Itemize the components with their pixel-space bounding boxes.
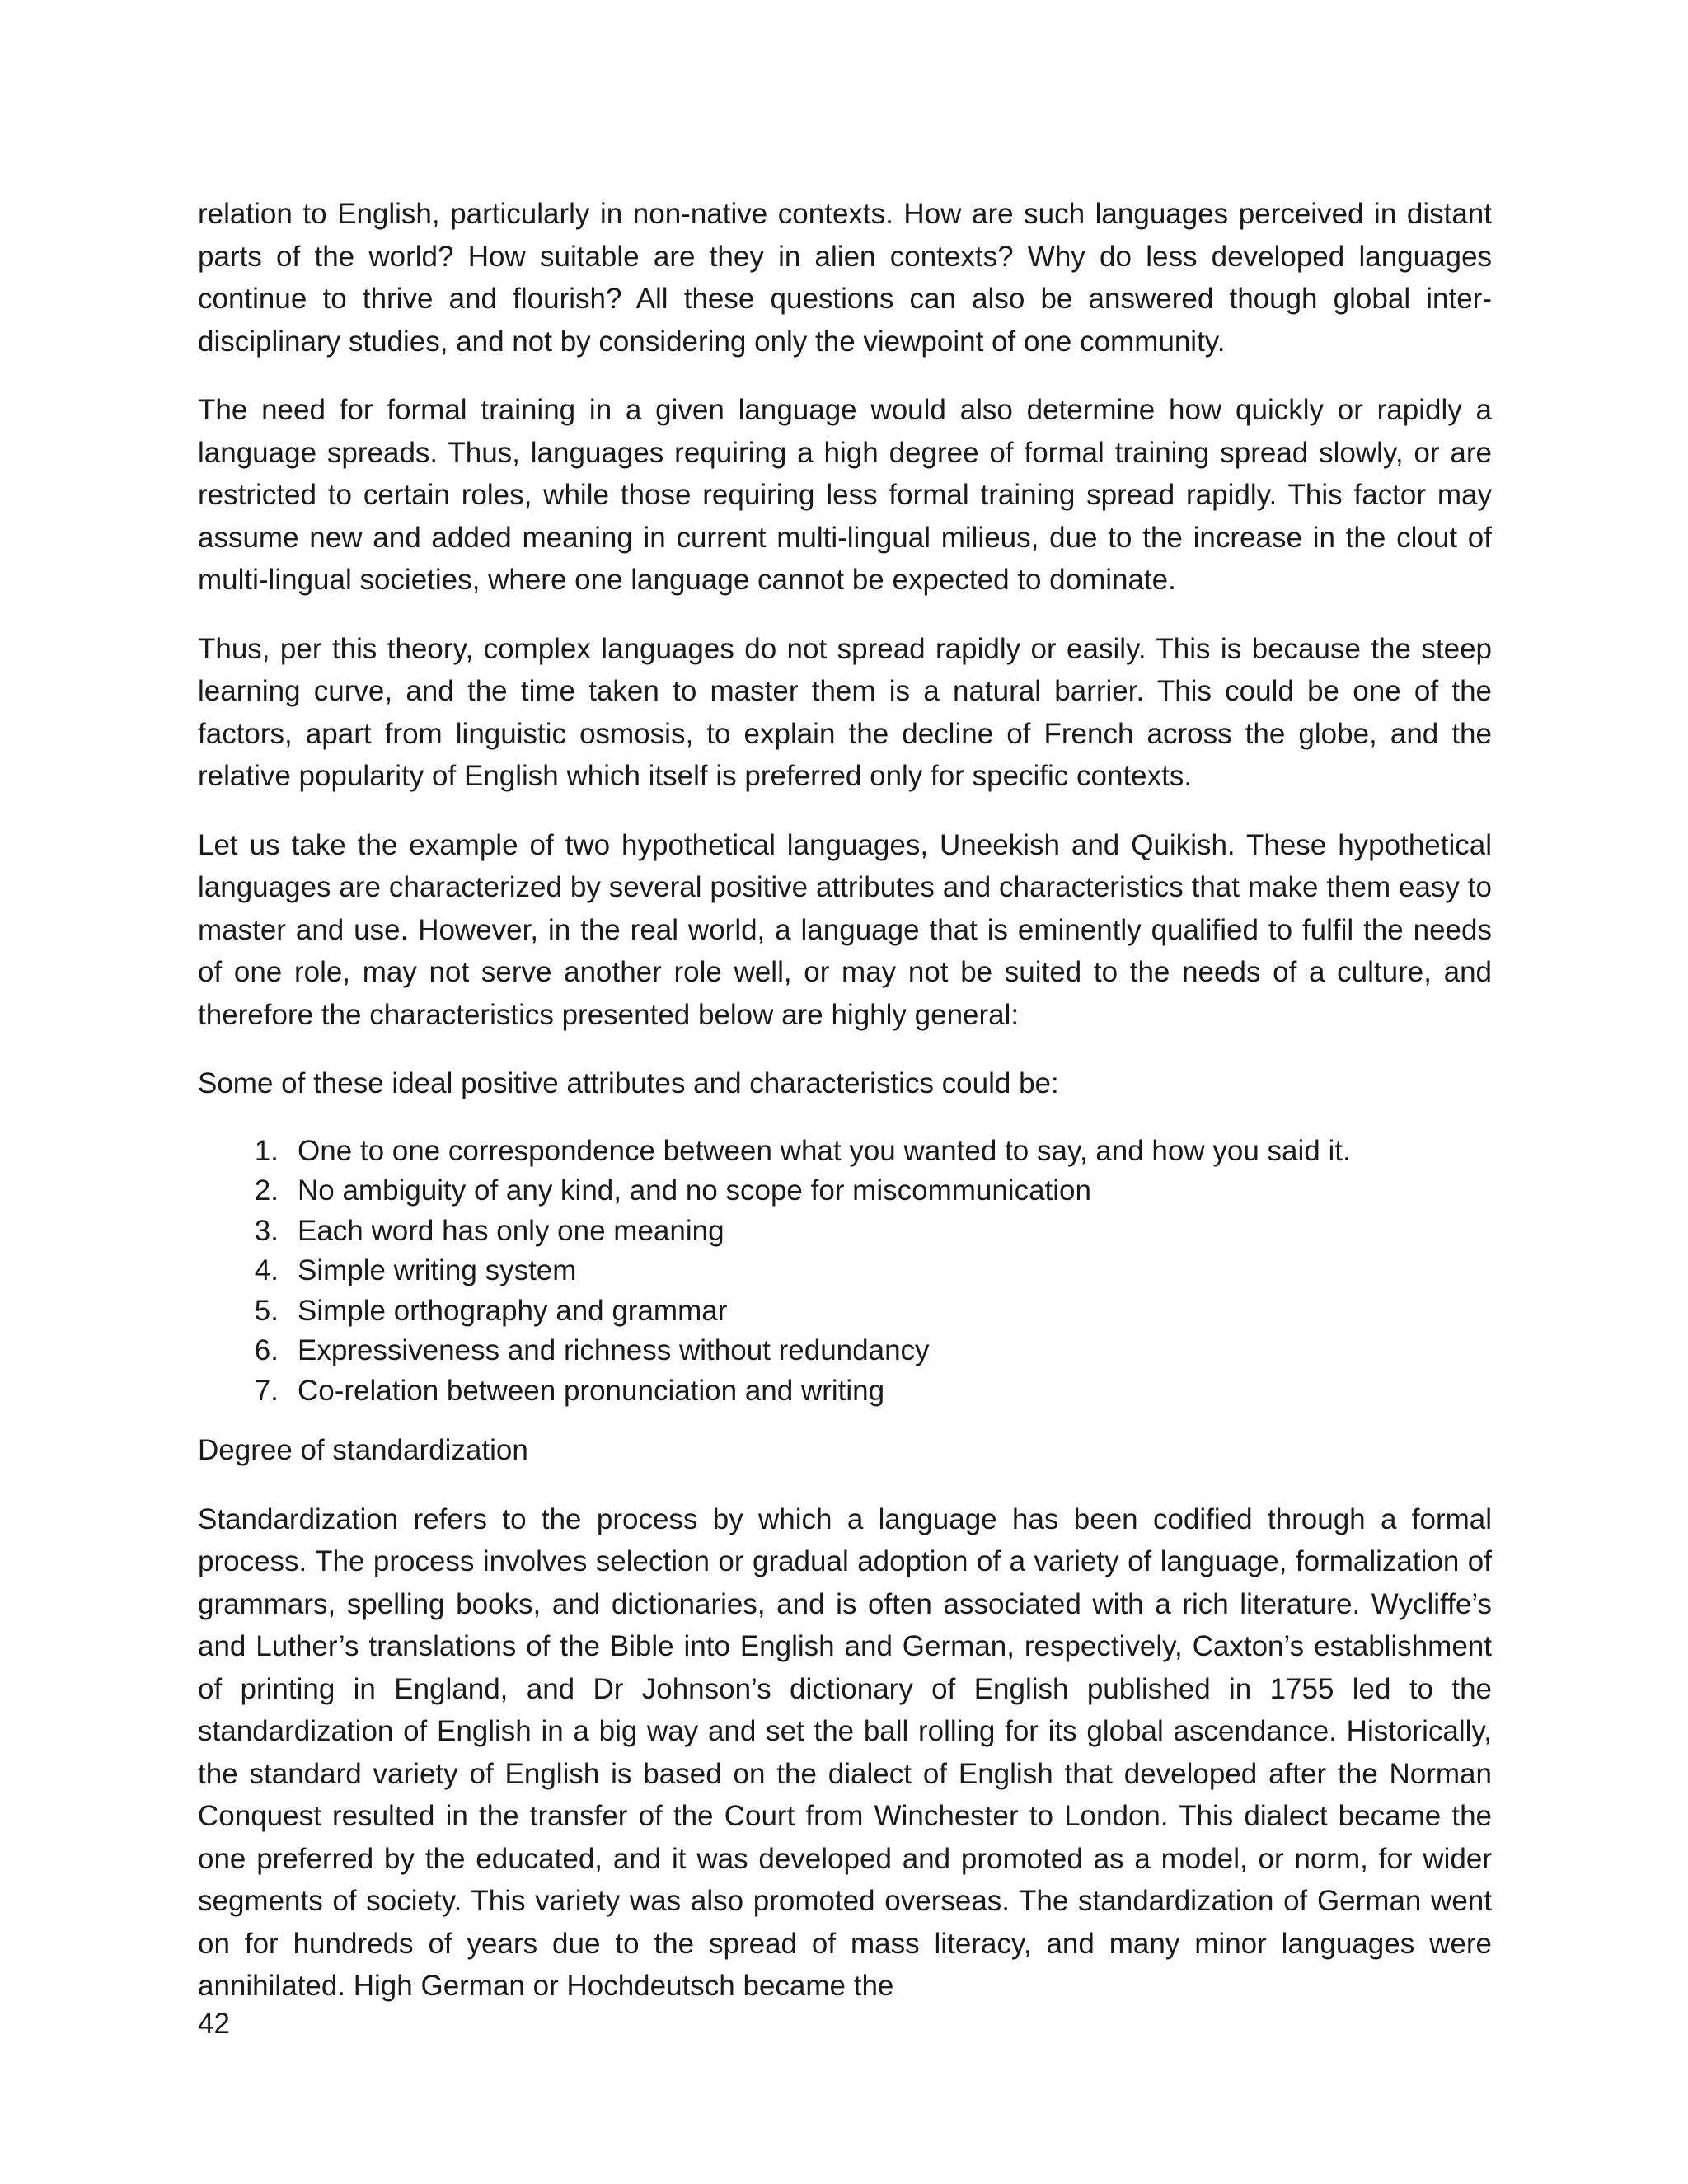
list-item-text: Each word has only one meaning xyxy=(298,1214,724,1247)
paragraph-2: The need for formal training in a given language would also determine how quickly or rapidly a language spreads. Thus, languages requiring a high degree of formal training spread slowly, or are restricted to certain roles, while those requiring less formal training spread rapidly. This factor may assume new and added meaning in current multi-lingual milieus, due to the increase in the clout of multi-lingual societies, where one language cannot be expected to dominate. xyxy=(198,394,1492,596)
list-item xyxy=(198,1291,1492,1332)
list-item-number: 6. xyxy=(254,1334,279,1366)
section-paragraph: Standardization refers to the process by which a language has been codified through a formal process. The process involves selection or gradual adoption of a variety of language, formalization of grammars, spelling books, and dictionaries, and is often associated with a rich literature. Wycliffe’s and Luther’s translations of the Bible into English and German, respectively, Caxton’s establishment of printing in England, and Dr Johnson’s dictionary of English published in 1755 led to the standardization of English in a big way and set the ball rolling for its global ascendance. Historically, the standard variety of English is based on the dialect of English that developed after the Norman Conquest resulted in the transfer of the Court from Winchester to London. This dialect became the one preferred by the educated, and it was developed and promoted as a model, or norm, for wider segments of society. This variety was also promoted overseas. The standardization of German went on for hundreds of years due to the spread of mass literacy, and many minor languages were annihilated. High German or Hochdeutsch became the xyxy=(198,1502,1492,2002)
paragraph-1: relation to English, particularly in non-native contexts. How are such languages perceived in distant parts of the world? How suitable are they in alien contexts? Why do less developed languages continue to thrive and flourish? All these questions can also be answered though global inter-disciplinary studies, and not by considering only the viewpoint of one community. xyxy=(198,198,1492,358)
list-item xyxy=(198,1371,1492,1412)
list-item-number: 4. xyxy=(254,1254,279,1286)
page-number: 42 xyxy=(198,2008,230,2040)
list-item xyxy=(198,1331,1492,1371)
list-item-number: 1. xyxy=(254,1134,279,1167)
list-item-number: 7. xyxy=(254,1374,279,1407)
list-item-text: No ambiguity of any kind, and no scope for miscommunication xyxy=(298,1174,1091,1207)
list-item-text: Expressiveness and richness without redundancy xyxy=(298,1334,930,1366)
paragraph-3: Thus, per this theory, complex languages do not spread rapidly or easily. This is because the steep learning curve, and the time taken to master them is a natural barrier. This could be one of the factors, apart from linguistic osmosis, to explain the decline of French across the globe, and the relative popularity of English which itself is preferred only for specific contexts. xyxy=(198,632,1492,792)
list-item-number: 3. xyxy=(254,1214,279,1247)
list-item-text: One to one correspondence between what you wanted to say, and how you said it. xyxy=(298,1134,1351,1167)
attributes-list xyxy=(198,1132,1492,1412)
list-item xyxy=(198,1251,1492,1291)
list-item-number: 5. xyxy=(254,1294,279,1327)
list-item xyxy=(198,1212,1492,1252)
list-item-text: Simple orthography and grammar xyxy=(298,1294,728,1327)
paragraph-4: Let us take the example of two hypothetical languages, Uneekish and Quikish. These hypothetical languages are characterized by several positive attributes and characteristics that make them easy to master and use. However, in the real world, a language that is eminently qualified to fulfil the needs of one role, may not serve another role well, or may not be suited to the needs of a culture, and therefore the characteristics presented below are highly general: xyxy=(198,828,1492,1031)
list-item-number: 2. xyxy=(254,1174,279,1207)
section-heading: Degree of standardization xyxy=(198,1434,528,1466)
page-body xyxy=(198,193,1492,2034)
list-item-text: Simple writing system xyxy=(298,1254,577,1286)
list-item-text: Co-relation between pronunciation and writing xyxy=(298,1374,885,1407)
list-item xyxy=(198,1132,1492,1172)
paragraph-5: Some of these ideal positive attributes and characteristics could be: xyxy=(198,1067,1059,1099)
list-item xyxy=(198,1171,1492,1212)
